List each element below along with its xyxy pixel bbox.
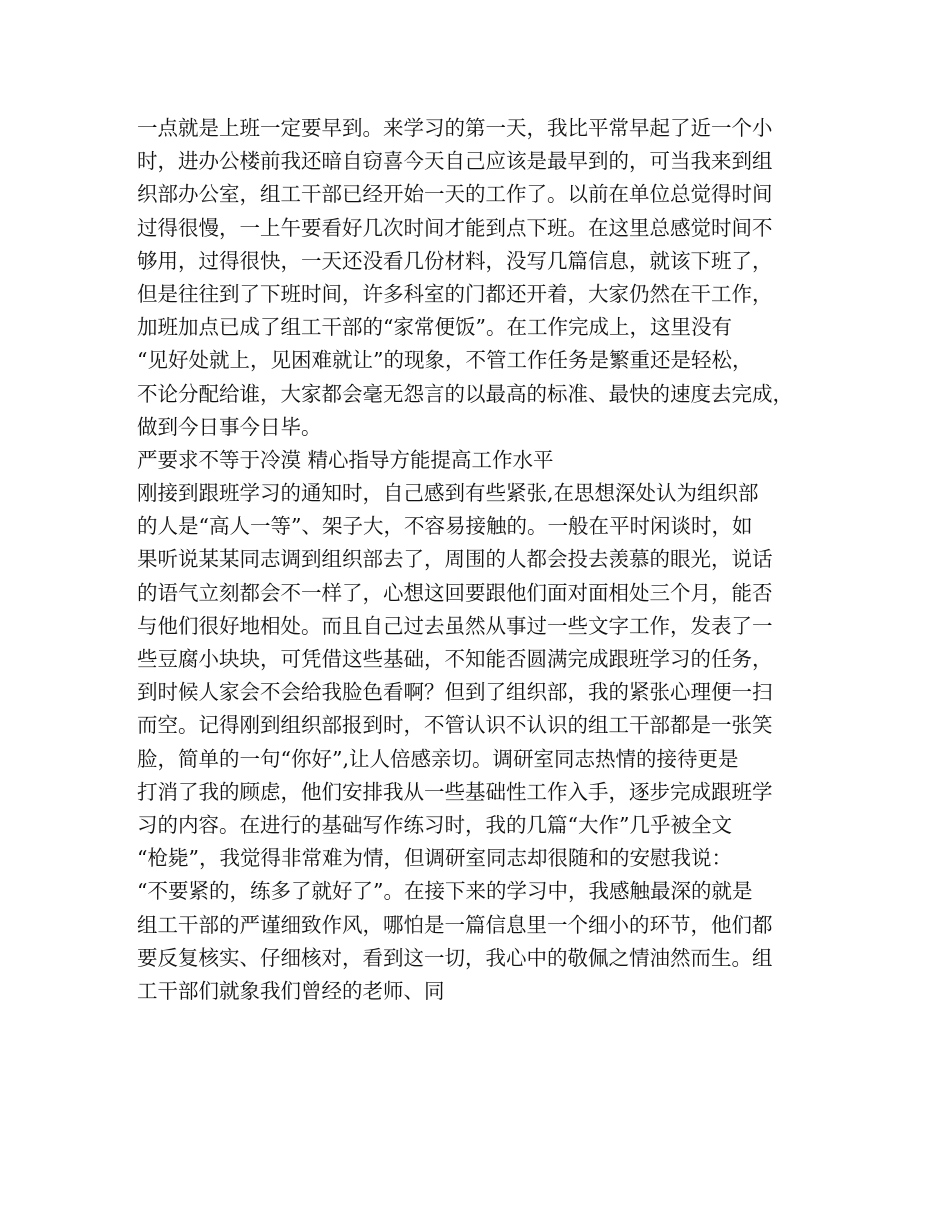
text-line: 但是往往到了下班时间，许多科室的门都还开着，大家仍然在干工作， xyxy=(137,281,773,306)
text-line: 的人是“高人一等”、架子大，不容易接触的。一般在平时闲谈时，如 xyxy=(137,514,753,539)
text-line: “枪毙”，我觉得非常难为情，但调研室同志却很随和的安慰我说： xyxy=(137,846,732,871)
text-line: 组工干部的严谨细致作风，哪怕是一篇信息里一个细小的环节，他们都 xyxy=(137,912,773,937)
text-line: 而空。记得刚到组织部报到时，不管认识不认识的组工干部都是一张笑 xyxy=(137,713,773,738)
text-line: 时，进办公楼前我还暗自窃喜今天自己应该是最早到的，可当我来到组 xyxy=(137,149,773,174)
text-line: 一点就是上班一定要早到。来学习的第一天，我比平常早起了近一个小 xyxy=(137,116,773,140)
document-body-text xyxy=(137,112,837,1008)
text-line: 脸，简单的一句“你好”,让人倍感亲切。调研室同志热情的接待更是 xyxy=(137,746,739,771)
section-heading: 严要求不等于冷漠 精心指导方能提高工作水平 xyxy=(137,447,554,472)
text-line: 要反复核实、仔细核对，看到这一切，我心中的敬佩之情油然而生。组 xyxy=(137,945,773,970)
text-line: 些豆腐小块块，可凭借这些基础，不知能否圆满完成跟班学习的任务， xyxy=(137,647,773,671)
text-line: 果听说某某同志调到组织部去了，周围的人都会投去羡慕的眼光，说话 xyxy=(137,547,773,572)
text-line: “不要紧的，练多了就好了”。在接下来的学习中，我感触最深的就是 xyxy=(137,879,753,904)
text-line: 的语气立刻都会不一样了，心想这回要跟他们面对面相处三个月，能否 xyxy=(137,580,773,605)
text-line: “见好处就上，见困难就让”的现象，不管工作任务是繁重还是轻松， xyxy=(137,348,753,373)
text-line: 习的内容。在进行的基础写作练习时，我的几篇“大作”几乎被全文 xyxy=(137,812,732,837)
text-line: 到时候人家会不会给我脸色看啊？但到了组织部，我的紧张心理便一扫 xyxy=(137,680,773,705)
text-line: 刚接到跟班学习的通知时，自己感到有些紧张,在思想深处认为组织部 xyxy=(137,481,759,506)
text-line: 做到今日事今日毕。 xyxy=(137,414,322,439)
text-line: 过得很慢，一上午要看好几次时间才能到点下班。在这里总感觉时间不 xyxy=(137,215,773,240)
text-line: 织部办公室，组工干部已经开始一天的工作了。以前在单位总觉得时间 xyxy=(137,182,773,207)
text-line: 工干部们就象我们曾经的老师、同 xyxy=(137,978,445,1003)
text-line: 够用，过得很快，一天还没看几份材料，没写几篇信息，就该下班了， xyxy=(137,248,773,273)
text-line: 加班加点已成了组工干部的“家常便饭”。在工作完成上，这里没有 xyxy=(137,315,732,340)
text-line: 不论分配给谁，大家都会毫无怨言的以最高的标准、最快的速度去完成， xyxy=(137,381,793,406)
text-line: 与他们很好地相处。而且自己过去虽然从事过一些文字工作，发表了一 xyxy=(137,613,773,638)
text-line: 打消了我的顾虑，他们安排我从一些基础性工作入手，逐步完成跟班学 xyxy=(137,779,773,804)
